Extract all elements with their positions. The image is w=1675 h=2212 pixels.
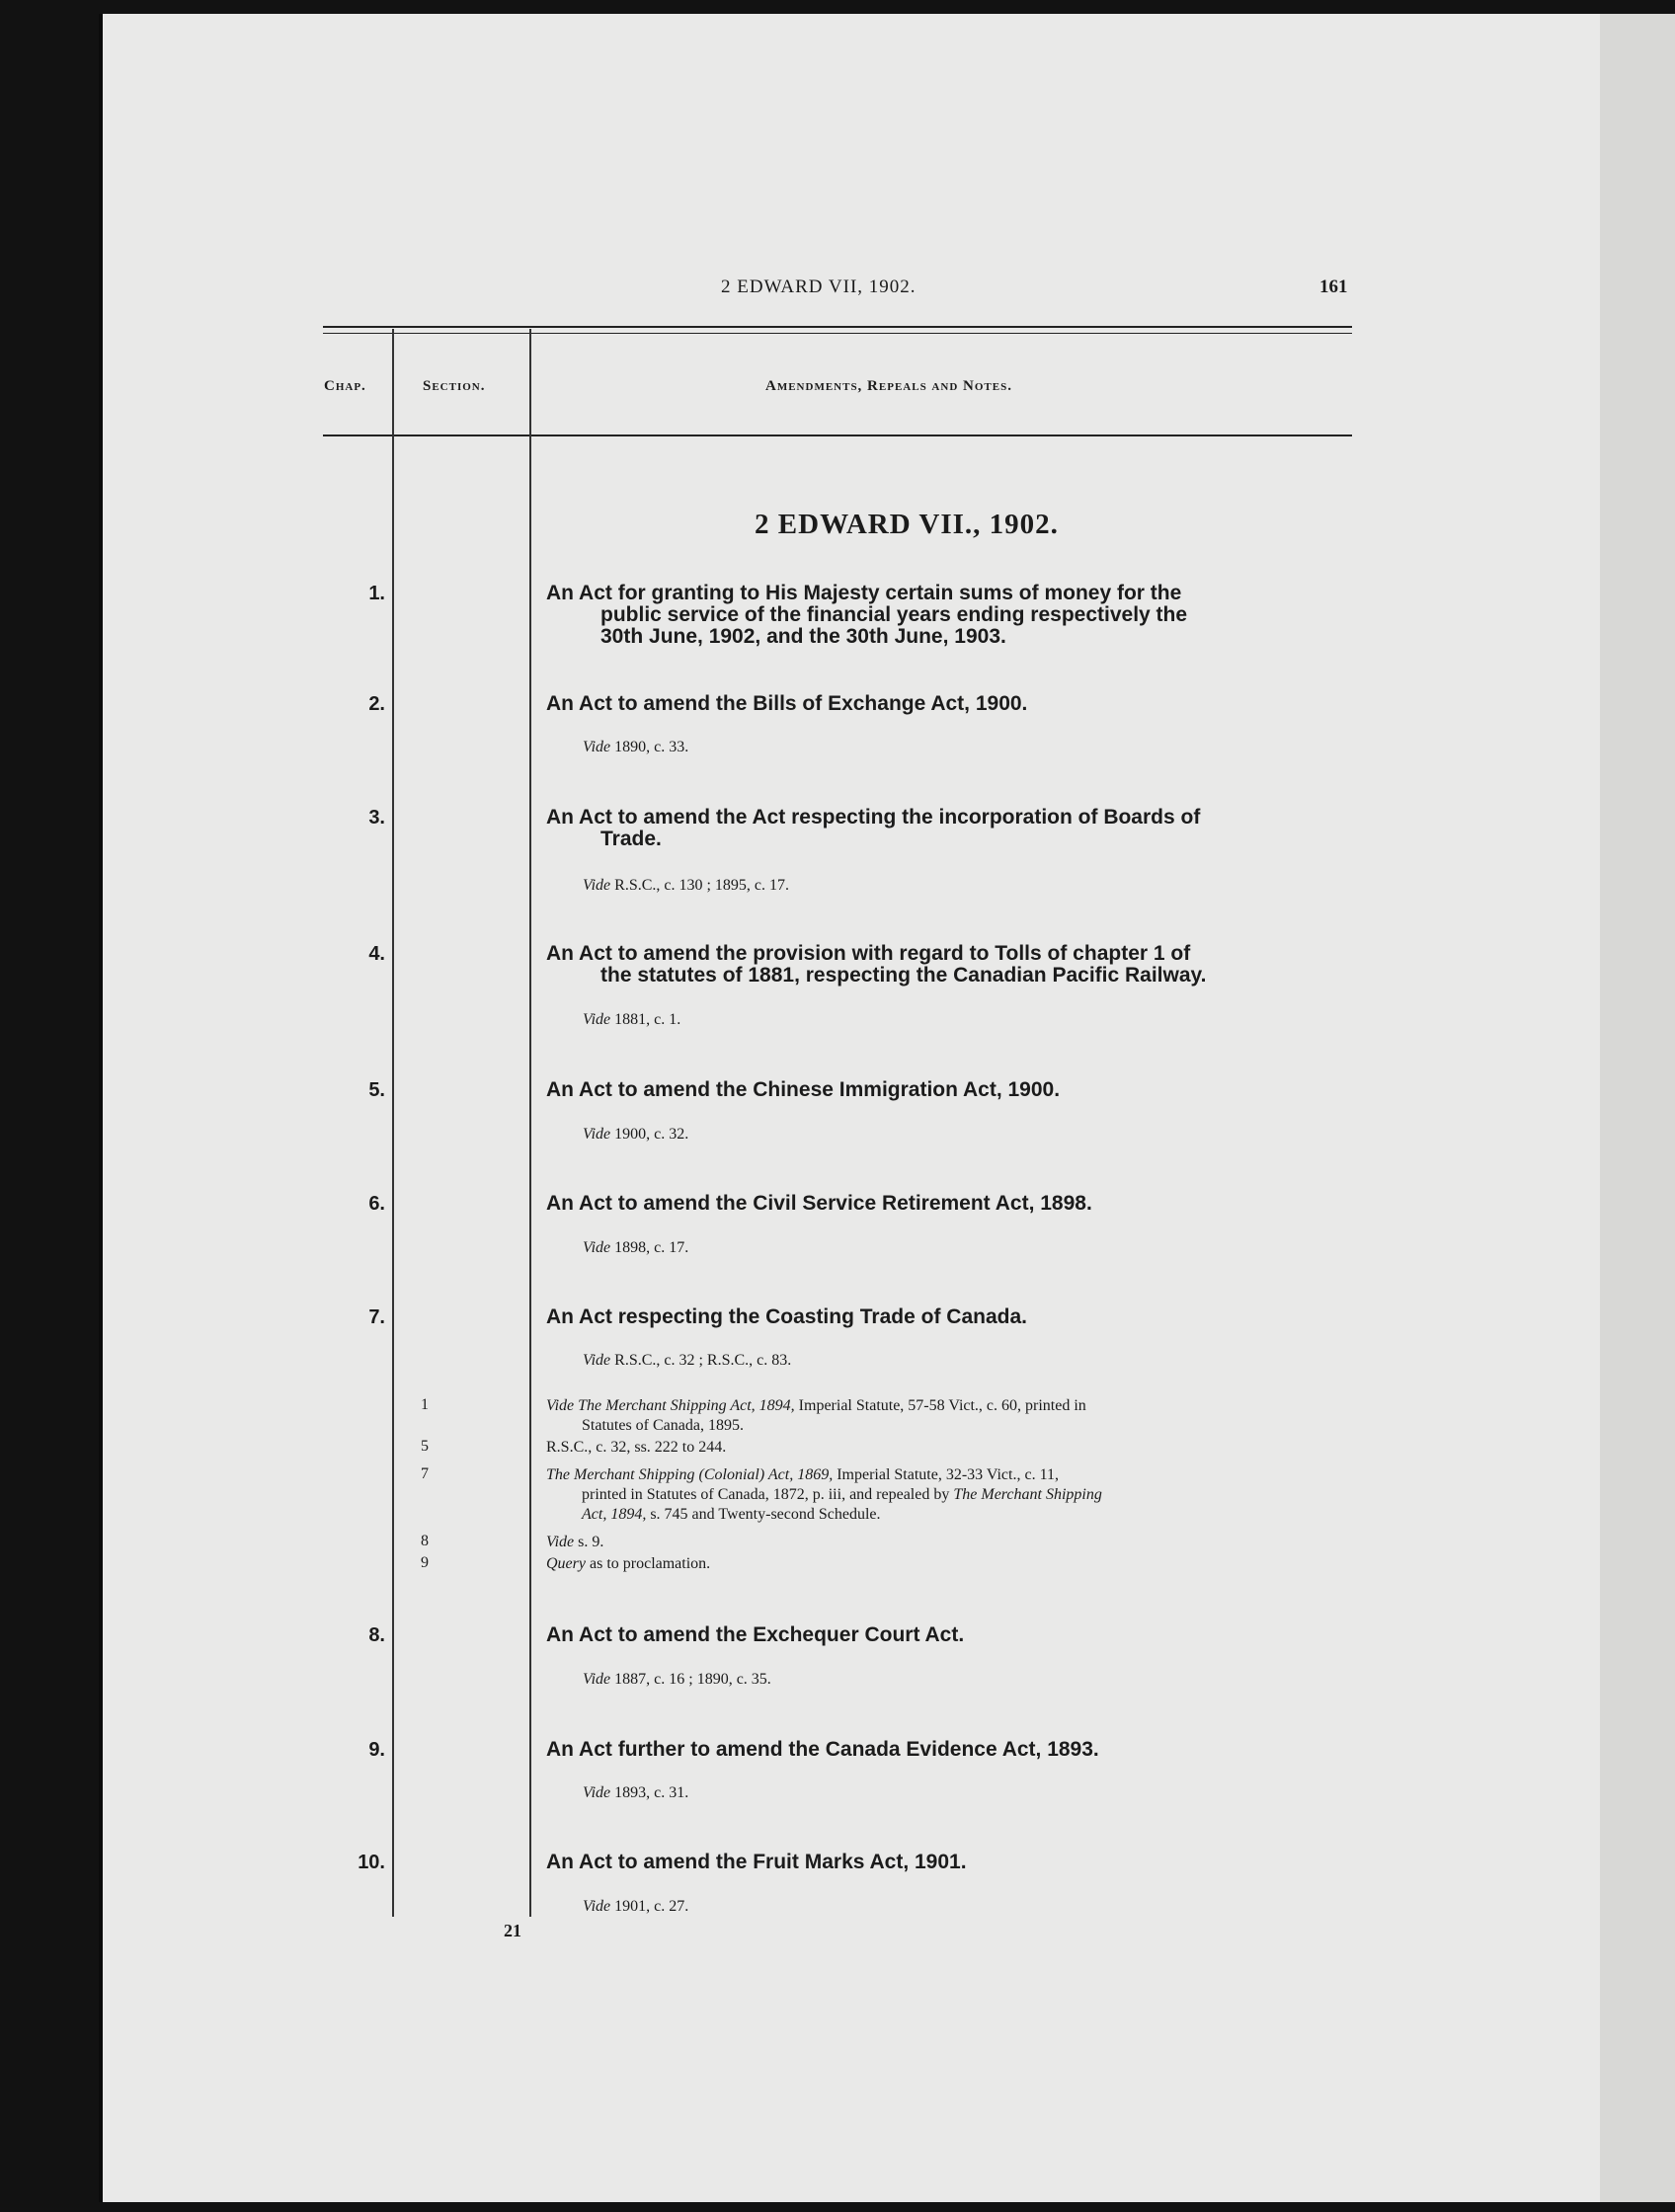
act-title-line: An Act to amend the Civil Service Retirement Act, 1898. (546, 1192, 1092, 1215)
vide-citation: R.S.C., c. 32 ; R.S.C., c. 83. (614, 1352, 792, 1369)
vide-label: Vide (583, 1671, 611, 1688)
chapter-number: 5. (368, 1079, 385, 1101)
act-title (546, 693, 1356, 715)
chapter-number: 1. (368, 583, 385, 604)
chapter-number: 3. (368, 807, 385, 829)
section-number: 7 (421, 1465, 429, 1482)
header-rule (323, 434, 1352, 436)
vide-label: Vide (583, 1352, 611, 1369)
vide-label: Vide (583, 1011, 611, 1028)
note-text: s. 745 and Twenty-second Schedule. (646, 1506, 881, 1523)
vide-label: Vide (583, 1126, 611, 1143)
vide-citation: 1893, c. 31. (614, 1784, 689, 1801)
section-note (546, 1396, 1356, 1436)
act-title-line: An Act to amend the Chinese Immigration Act, 1900. (546, 1078, 1061, 1101)
top-rule (323, 326, 1352, 328)
act-title (546, 583, 1356, 648)
vide-reference (583, 739, 688, 756)
section-number: 5 (421, 1438, 429, 1455)
chapter-number: 9. (368, 1739, 385, 1761)
act-title (546, 1624, 1356, 1646)
vide-citation: 1881, c. 1. (614, 1011, 681, 1028)
chapter-number: 4. (368, 943, 385, 965)
section-note (546, 1554, 1356, 1574)
column-divider-section (529, 329, 531, 1917)
note-text: Imperial Statute, 32-33 Vict., c. 11, (833, 1466, 1059, 1483)
act-title-line: Trade. (600, 828, 662, 850)
act-title (546, 1739, 1356, 1761)
vide-label: Vide (583, 877, 611, 894)
act-title (546, 1079, 1356, 1101)
note-italic: Query (546, 1555, 586, 1572)
vide-label: Vide (583, 739, 611, 755)
note-text: as to proclamation. (585, 1555, 711, 1572)
chapter-number: 6. (368, 1193, 385, 1215)
running-title: 2 EDWARD VII, 1902. (721, 276, 917, 297)
chapter-number: 8. (368, 1624, 385, 1646)
vide-citation: R.S.C., c. 130 ; 1895, c. 17. (614, 877, 790, 894)
act-title-line: An Act to amend the Exchequer Court Act. (546, 1623, 965, 1646)
vide-reference (583, 1239, 688, 1257)
note-italic: Act, 1894, (582, 1506, 647, 1523)
vide-citation: 1890, c. 33. (614, 739, 689, 755)
top-rule-thin (323, 333, 1352, 334)
act-title-line: the statutes of 1881, respecting the Canadian Pacific Railway. (600, 964, 1207, 987)
note-italic: The Merchant Shipping (949, 1486, 1102, 1503)
act-title-line: An Act for granting to His Majesty certain sums of money for the (546, 582, 1182, 604)
vide-reference (583, 1011, 680, 1029)
note-continuation (546, 1485, 1356, 1505)
act-title (546, 1306, 1356, 1328)
year-title: 2 EDWARD VII., 1902. (755, 509, 1059, 540)
vide-citation: 1898, c. 17. (614, 1239, 689, 1256)
note-continuation (546, 1505, 1356, 1525)
vide-reference (583, 1898, 688, 1916)
act-title-line: An Act respecting the Coasting Trade of Canada. (546, 1305, 1027, 1328)
note-text: Imperial Statute, 57-58 Vict., c. 60, printed in (794, 1397, 1086, 1414)
vide-reference (583, 1784, 688, 1802)
note-italic: Vide The Merchant Shipping Act, 1894, (546, 1397, 795, 1414)
chapter-number: 10. (358, 1852, 385, 1873)
chapter-number: 2. (368, 693, 385, 715)
act-title (546, 1852, 1356, 1873)
section-note (546, 1438, 1356, 1458)
note-text: R.S.C., c. 32, ss. 222 to 244. (546, 1439, 727, 1456)
act-title-line: An Act to amend the provision with regard to Tolls of chapter 1 of (546, 942, 1191, 965)
section-note (546, 1465, 1356, 1525)
chapter-number: 7. (368, 1306, 385, 1328)
act-title-line: An Act to amend the Bills of Exchange Act, 1900. (546, 692, 1028, 715)
page-edge (1600, 14, 1675, 2202)
column-head-section: Section. (423, 378, 486, 394)
vide-reference (583, 1126, 688, 1144)
vide-citation: 1901, c. 27. (614, 1898, 689, 1915)
act-title (546, 943, 1356, 987)
vide-reference (583, 1352, 791, 1370)
note-text: printed in Statutes of Canada, 1872, p. iii, and repealed by (582, 1486, 950, 1503)
section-number: 9 (421, 1554, 429, 1571)
act-title-line: An Act to amend the Fruit Marks Act, 1901. (546, 1851, 967, 1873)
vide-label: Vide (583, 1239, 611, 1256)
note-continuation: Statutes of Canada, 1895. (582, 1417, 744, 1434)
note-italic: Vide (546, 1534, 575, 1550)
section-number: 8 (421, 1533, 429, 1549)
note-italic: The Merchant Shipping (Colonial) Act, 1869, (546, 1466, 834, 1483)
vide-citation: 1887, c. 16 ; 1890, c. 35. (614, 1671, 771, 1688)
column-head-chap: Chap. (324, 378, 366, 394)
page-number: 161 (1319, 276, 1348, 297)
act-title-line: public service of the financial years ending respectively the (600, 603, 1188, 626)
act-title (546, 807, 1356, 850)
section-note (546, 1533, 1356, 1552)
vide-label: Vide (583, 1898, 611, 1915)
column-head-notes: Amendments, Repeals and Notes. (765, 378, 1012, 394)
vide-reference (583, 877, 789, 895)
vide-reference (583, 1671, 771, 1689)
vide-citation: 1900, c. 32. (614, 1126, 689, 1143)
section-number: 1 (421, 1396, 429, 1413)
act-title-line: 30th June, 1902, and the 30th June, 1903. (600, 625, 1006, 648)
act-title-line: An Act further to amend the Canada Evidence Act, 1893. (546, 1738, 1099, 1761)
signature-folio: 21 (504, 1921, 521, 1940)
act-title (546, 1193, 1356, 1215)
column-divider-chap (392, 329, 394, 1917)
vide-label: Vide (583, 1784, 611, 1801)
act-title-line: An Act to amend the Act respecting the incorporation of Boards of (546, 806, 1201, 829)
note-text: s. 9. (574, 1534, 604, 1550)
